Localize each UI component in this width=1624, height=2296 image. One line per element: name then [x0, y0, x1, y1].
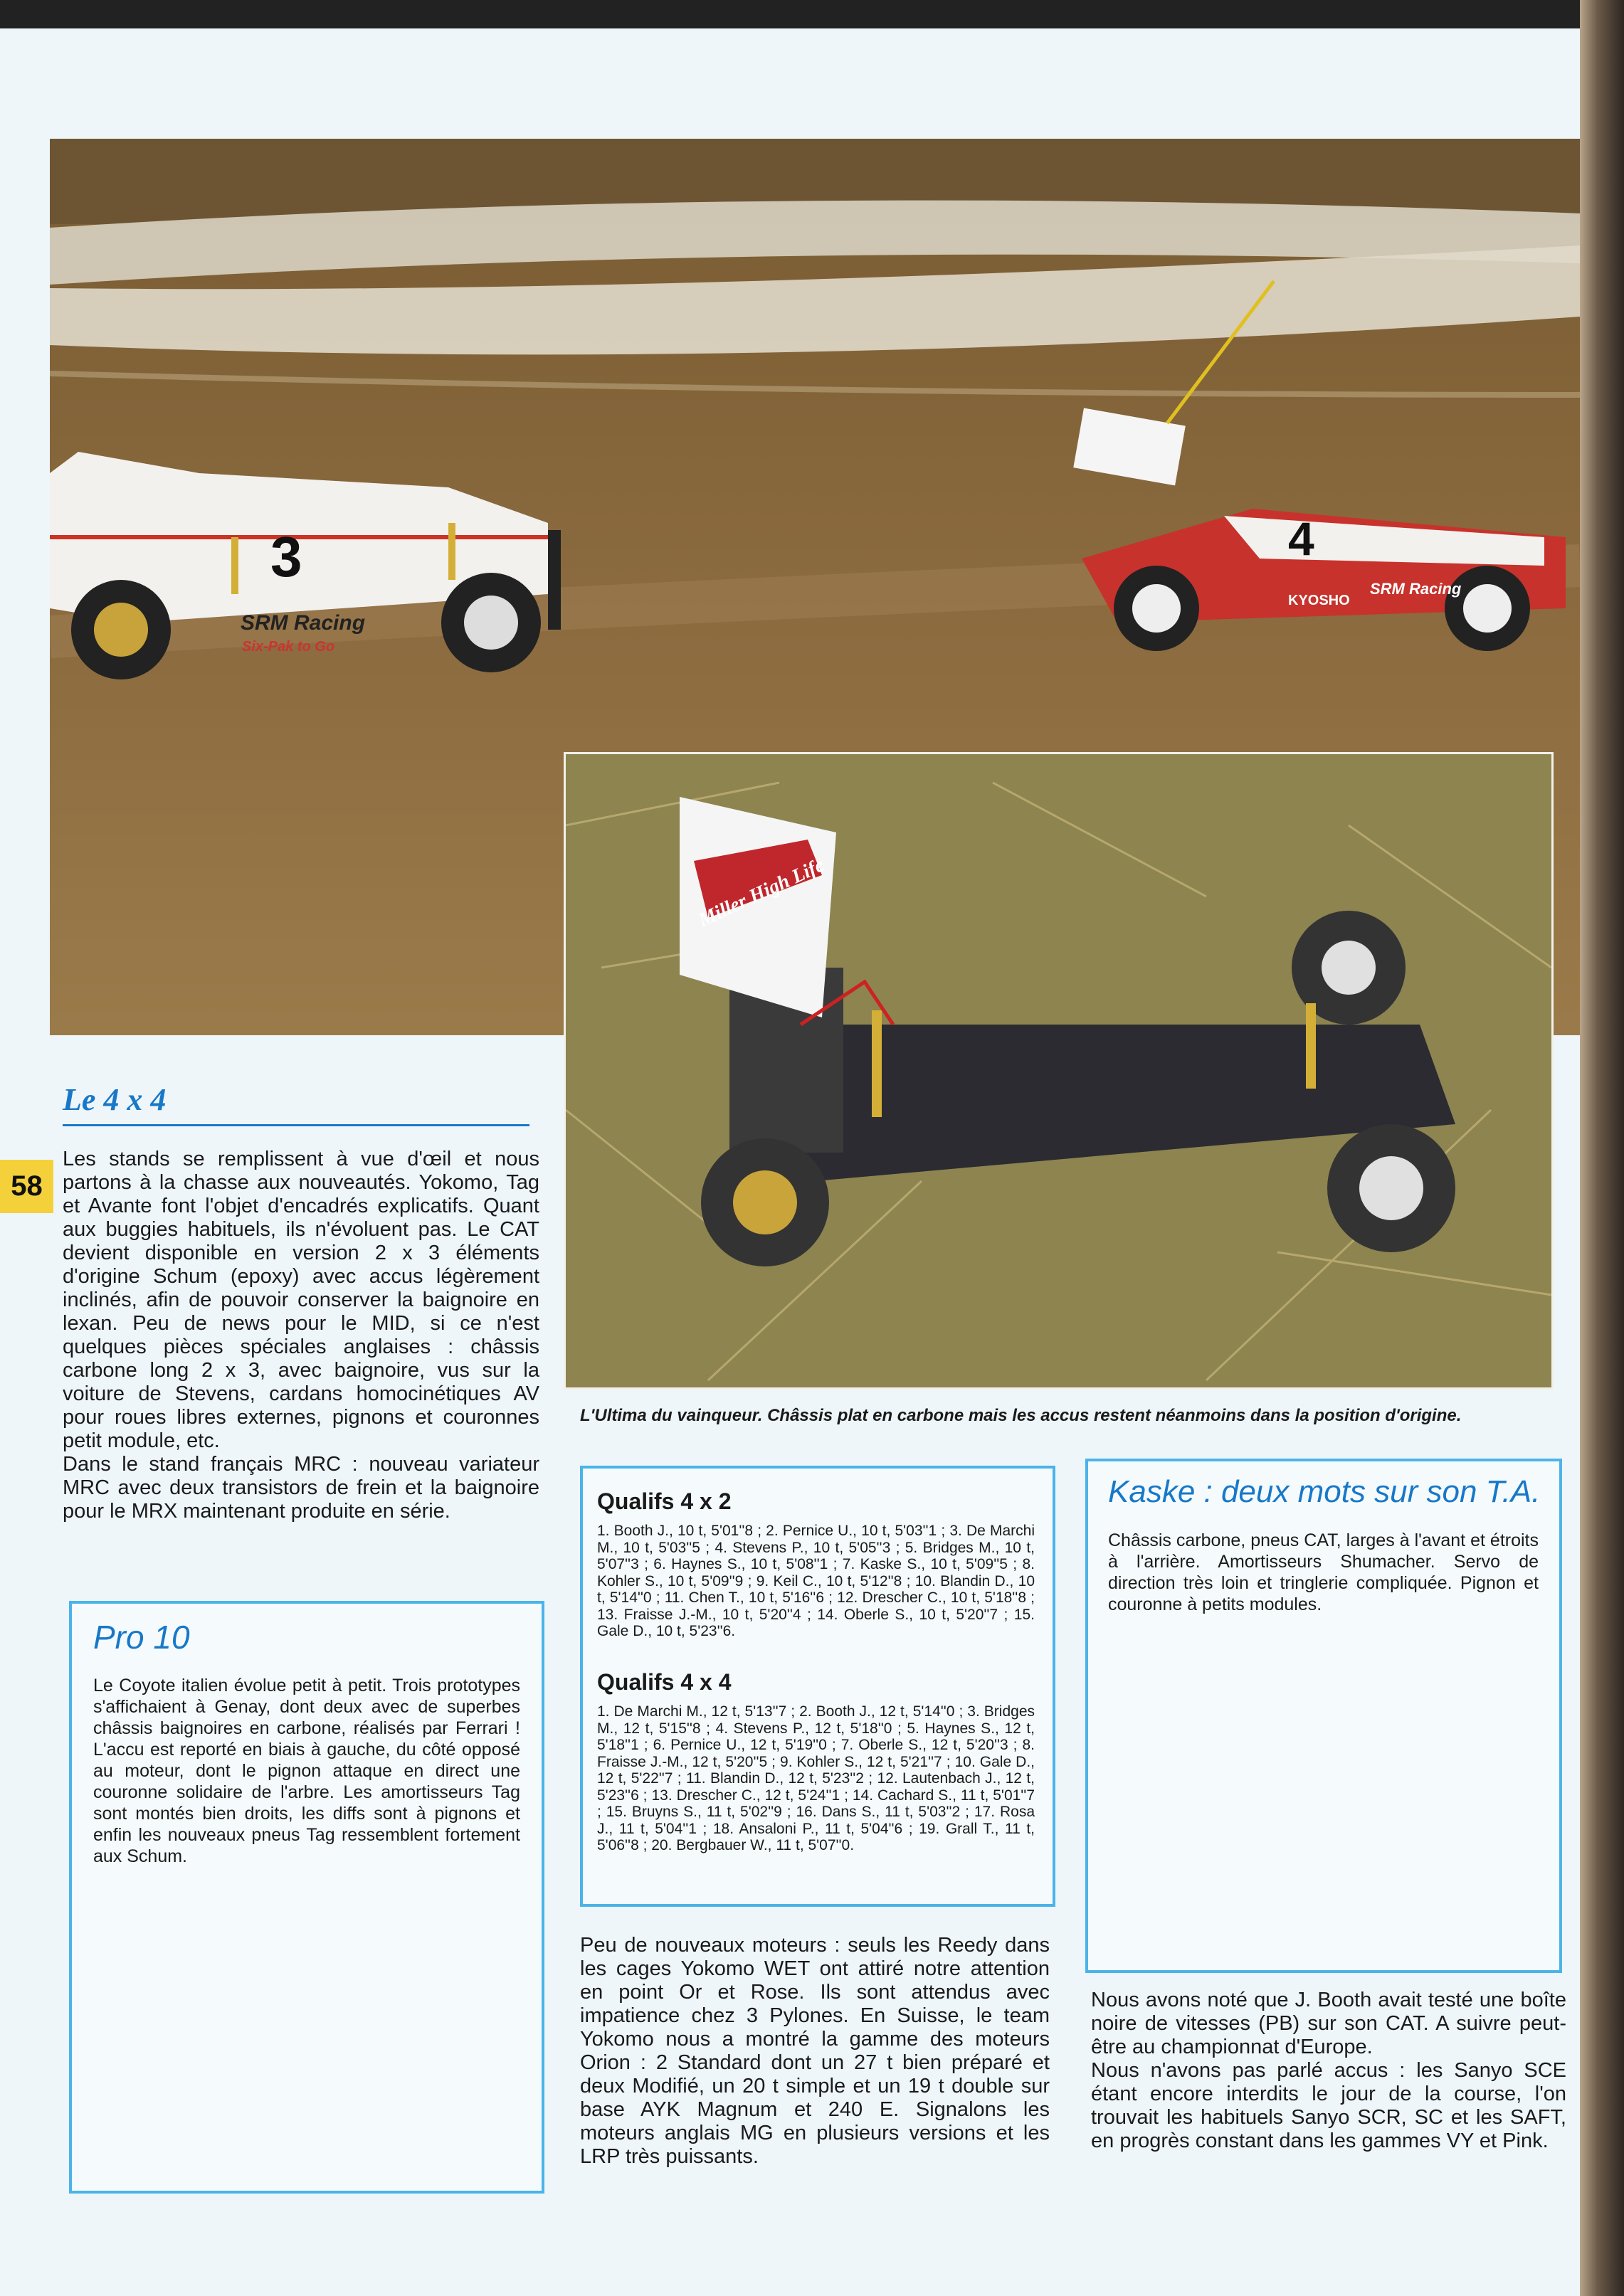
motors-text: Peu de nouveaux moteurs : seuls les Reedy dans les cages Yokomo WET ont attiré notre attention en point Or et Rose. Ils sont attendus avec impatience chez 3 Pylones. En Suisse, le team Yokomo nous a montré la gamme des moteurs Orion : 2 Standard dont un 27 t bien préparé et deux Modifié, un 20 t simple et un 19 t double sur base AYK Magnum et 240 E. Signalons les moteurs anglais MG en plusieurs versions et les LRP très puissants.: [580, 1934, 1050, 2168]
scan-top-border: [0, 0, 1580, 28]
pro10-sidebar-box: [69, 1601, 544, 2194]
closing-paragraph-1: Nous avons noté que J. Booth avait testé une boîte noire de vitesses (PB) sur son CAT. A suivre peut-être au championnat d'Europe.: [1091, 1989, 1566, 2058]
car-3-slogan: Six-Pak to Go: [242, 639, 335, 655]
qualifs-4x2-results: 1. Booth J., 10 t, 5'01''8 ; 2. Pernice U., 10 t, 5'03''1 ; 3. De Marchi M., 10 t, 5'03''5 ; 4. Stevens P., 10 t, 5'05''3 ; 5. Bridges M., 10 t, 5'07''3 ; 6. Haynes S., 10 t, 5'08''1 ; 7. Kaske S., 10 t, 5'09''5 ; 8. Kohler S., 10 t, 5'09''9 ; 9. Keil C., 10 t, 5'12''8 ; 10. Blandin D., 10 t, 5'14''0 ; 11. Chen T., 10 t, 5'16''6 ; 12. Drescher C., 10 t, 5'18''8 ; 13. Fraisse J.-M., 10 t, 5'20''4 ; 14. Oberle S., 10 t, 5'20''7 ; 15. Gale D., 10 t, 5'23''6.: [597, 1523, 1035, 1639]
car-4-brand: KYOSHO: [1288, 593, 1350, 608]
ultima-buggy-photo: [566, 754, 1551, 1387]
intro-paragraph-1: Les stands se remplissent à vue d'œil et nous partons à la chasse aux nouveautés. Yokomo, Tag et Avante font l'objet d'encadrés explicatifs. Quant aux buggies habituels, ils n'évoluent pas. Le CAT devient disponible en version 2 x 3 éléments d'origine Schum (epoxy) avec accus légèrement inclinés, afin de pouvoir conserver la baignoire en lexan. Peu de news pour le MID, si ce n'est quelques pièces spéciales anglaises : châssis carbone long 2 x 3, avec baignoire, vus sur la voiture de Stevens, cardans homocinétiques AV pour roues libres externes, pignons et couronnes petit module, etc.: [63, 1148, 539, 1452]
intro-text: [63, 1148, 539, 1523]
pro10-text: Le Coyote italien évolue petit à petit. Trois prototypes s'affichaient à Genay, dont deux avec de superbes châssis baignoires en carbone, réalisés par Ferrari ! L'accu est reporté en biais à gauche, du côté opposé au moteur, dont le pignon attaque en direct une couronne solidaire de l'arbre. Les amortisseurs Tag sont montés bien droits, les diffs sont à pignons et enfin les nouveaux pneus Tag ressemblent fortement aux Schum.: [93, 1676, 520, 1866]
car-4-sponsor: SRM Racing: [1370, 580, 1462, 598]
car-4-number: 4: [1288, 512, 1314, 565]
qualifs-results-box: [580, 1466, 1055, 1907]
page-spine-edge: [1580, 0, 1624, 2296]
heading-rule: [63, 1124, 529, 1126]
ultima-photo-caption: L'Ultima du vainqueur. Châssis plat en carbone mais les accus restent néanmoins dans la position d'origine.: [580, 1406, 1462, 1425]
car-3-sponsor: SRM Racing: [241, 611, 366, 635]
kaske-title: Kaske : deux mots sur son T.A.: [1108, 1474, 1541, 1509]
pro10-title: Pro 10: [93, 1619, 190, 1656]
qualifs-4x2-title: Qualifs 4 x 2: [597, 1488, 732, 1514]
section-heading-4x4: Le 4 x 4: [63, 1082, 167, 1117]
closing-text: [1091, 1989, 1566, 2153]
qualifs-4x4-title: Qualifs 4 x 4: [597, 1669, 732, 1695]
wing-logo-text: Miller High Life: [695, 854, 828, 932]
page-number-badge: 58: [0, 1160, 53, 1213]
qualifs-4x4-results: 1. De Marchi M., 12 t, 5'13''7 ; 2. Booth J., 12 t, 5'14''0 ; 3. Bridges M., 12 t, 5'15''8 ; 4. Stevens P., 12 t, 5'18''0 ; 5. Haynes S., 12 t, 5'18''1 ; 6. Pernice U., 12 t, 5'19''0 ; 7. Oberle S., 12 t, 5'20''3 ; 8. Fraisse J.-M., 12 t, 5'20''5 ; 9. Kohler S., 12 t, 5'21''7 ; 10. Gale D., 12 t, 5'22''7 ; 11. Blandin D., 12 t, 5'23''2 ; 12. Lautenbach J., 12 t, 5'23''6 ; 13. Drescher C., 12 t, 5'24''1 ; 14. Cachard S., 11 t, 5'01''7 ; 15. Bruyns S., 11 t, 5'02''9 ; 16. Dans S., 11 t, 5'03''2 ; 17. Rosa J., 11 t, 5'04''1 ; 18. Ansaloni P., 11 t, 5'04''6 ; 19. Grall T., 11 t, 5'06''8 ; 20. Bergbauer W., 11 t, 5'07''0.: [597, 1703, 1035, 1853]
kaske-sidebar-box: [1085, 1459, 1562, 1973]
car-3-number: 3: [270, 525, 302, 588]
closing-paragraph-2: Nous n'avons pas parlé accus : les Sanyo SCE étant encore interdits le jour de la course, l'on trouvait les habituels Sanyo SCR, SC et les SAFT, en progrès constant dans les gammes VY et Pink.: [1091, 2059, 1566, 2152]
intro-paragraph-2: Dans le stand français MRC : nouveau variateur MRC avec deux transistors de frein et la baignoire pour le MRX maintenant produite en série.: [63, 1453, 539, 1523]
kaske-text: Châssis carbone, pneus CAT, larges à l'avant et étroits à l'arrière. Amortisseurs Shumacher. Servo de direction très loin et tringlerie compliquée. Pignon et couronne à petits modules.: [1108, 1530, 1539, 1614]
